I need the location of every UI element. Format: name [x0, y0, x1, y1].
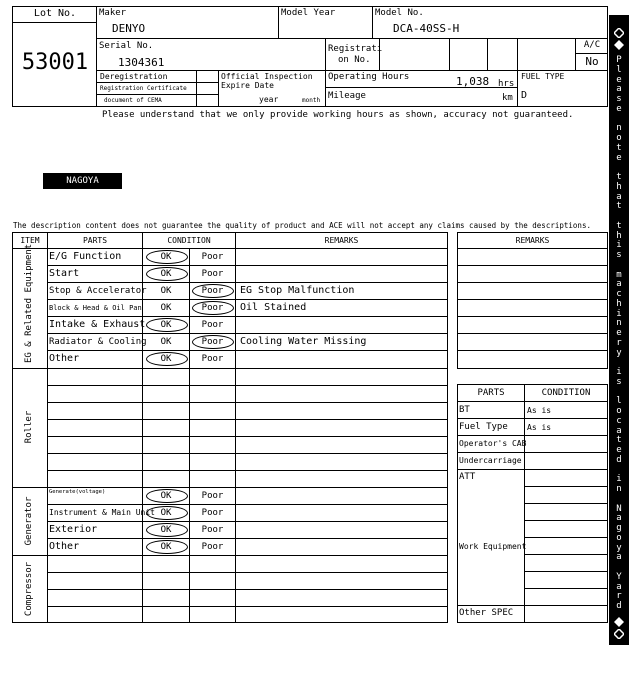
sidebar-char: a — [616, 84, 622, 95]
month-label: month — [302, 97, 321, 104]
sidebar-char: a — [616, 552, 622, 563]
remark-text: Cooling Water Missing — [240, 336, 367, 347]
sidebar-char: a — [616, 191, 622, 202]
condition-circle — [146, 489, 188, 503]
part-label: Stop & Accelerator — [49, 286, 147, 296]
remark-text: Oil Stained — [240, 302, 307, 313]
sidebar-char: t — [616, 201, 622, 212]
condition-ok: OK — [160, 252, 172, 262]
sidebar-char: a — [616, 581, 622, 592]
condition-poor: Poor — [201, 542, 224, 552]
sidebar-char: o — [616, 133, 622, 144]
sidebar-char: o — [616, 532, 622, 543]
condition-ok: OK — [160, 525, 172, 535]
registration-label-line1: Registrati — [328, 44, 383, 54]
fuel-type-value: D — [521, 90, 528, 101]
sidebar-char: m — [616, 269, 622, 280]
condition-circle — [146, 540, 188, 554]
condition-poor: Poor — [201, 491, 224, 501]
right-part-label: BT — [459, 405, 470, 415]
sidebar-char: s — [616, 250, 622, 261]
right-part-label: Undercarriage — [459, 456, 522, 465]
model-year-label: Model Year — [281, 8, 336, 18]
condition-circle — [192, 335, 234, 349]
right-part-label: Fuel Type — [459, 422, 508, 432]
maker-label: Maker — [99, 8, 127, 18]
condition-poor: Poor — [201, 337, 224, 347]
condition-ok: OK — [160, 508, 172, 518]
fuel-type-label: FUEL TYPE — [521, 72, 565, 81]
parts-header: PARTS — [82, 236, 108, 245]
sidebar-char: c — [616, 289, 622, 300]
part-label: Exterior — [49, 524, 98, 535]
remark-text: EG Stop Malfunction — [240, 285, 355, 296]
remarks-header: REMARKS — [324, 236, 359, 245]
section-label-eg: EG & Related Equipment — [24, 243, 34, 363]
cema-label: document of CEMA — [104, 97, 162, 104]
sidebar-char: h — [616, 181, 622, 192]
condition-poor: Poor — [201, 303, 224, 313]
deregistration-label: Deregistration — [100, 72, 168, 81]
part-label: E/G Function — [49, 251, 122, 262]
condition-poor: Poor — [201, 320, 224, 330]
sidebar-char: g — [616, 523, 622, 534]
model-no-value: DCA-40SS-H — [393, 22, 460, 35]
sidebar-char: n — [616, 484, 622, 495]
sidebar-char: t — [616, 142, 622, 153]
right-remarks-header: REMARKS — [515, 236, 550, 245]
sidebar-char: e — [616, 328, 622, 339]
sidebar-char: a — [616, 425, 622, 436]
location-tag: NAGOYA — [43, 173, 122, 189]
condition-ok: OK — [160, 320, 172, 330]
sidebar-char: l — [616, 64, 622, 75]
sidebar-char: h — [616, 230, 622, 241]
condition-poor: Poor — [201, 252, 224, 262]
lot-no-label: Lot No. — [33, 8, 77, 19]
lot-no-value: 53001 — [21, 50, 89, 75]
ac-value: No — [585, 55, 599, 68]
condition-poor: Poor — [201, 354, 224, 364]
inspection-label-line1: Official Inspection — [221, 72, 313, 81]
right-parts-header: PARTS — [477, 388, 505, 398]
condition-header: CONDITION — [167, 236, 211, 245]
maker-value: DENYO — [112, 22, 146, 35]
diamond-icon — [614, 629, 624, 639]
part-label: Block & Head & Oil Pan — [49, 304, 142, 312]
part-label: Other — [49, 353, 80, 364]
sidebar-char: t — [616, 435, 622, 446]
sidebar-char: r — [616, 591, 622, 602]
condition-circle — [192, 301, 234, 315]
registration-label-line2: on No. — [338, 55, 371, 65]
sidebar-char: P — [616, 55, 622, 65]
item-header: ITEM — [20, 236, 40, 245]
condition-circle — [146, 250, 188, 264]
sidebar-char: c — [616, 415, 622, 426]
condition-poor: Poor — [201, 269, 224, 279]
sidebar-char: o — [616, 406, 622, 417]
sidebar-char: t — [616, 172, 622, 183]
sidebar-char: y — [616, 542, 622, 553]
serial-no-value: 1304361 — [118, 56, 165, 69]
sidebar-char: a — [616, 279, 622, 290]
sidebar-char: s — [616, 376, 622, 387]
operating-hours-value: 1,038 — [456, 75, 490, 88]
location-notice-banner — [609, 15, 629, 645]
condition-circle — [146, 352, 188, 366]
section-label-generator: Generator — [24, 496, 34, 546]
sidebar-char: e — [616, 74, 622, 85]
condition-ok: OK — [160, 491, 172, 501]
sidebar-char: e — [616, 152, 622, 163]
right-part-label: Other SPEC — [459, 608, 514, 618]
year-label: year — [259, 95, 279, 104]
condition-circle — [192, 284, 234, 298]
sidebar-char: y — [616, 347, 622, 358]
sidebar-char: d — [616, 601, 622, 612]
right-condition-header: CONDITION — [541, 388, 591, 398]
section-label-compressor: Compressor — [24, 561, 34, 617]
condition-ok: OK — [160, 337, 172, 347]
sidebar-char: i — [616, 308, 622, 319]
km-unit: km — [502, 93, 513, 103]
sidebar-char: n — [616, 318, 622, 329]
part-label: Instrument & Main Unit — [49, 508, 155, 517]
inspection-label-line2: Expire Date — [221, 81, 274, 90]
part-label: Intake & Exhaust — [49, 319, 146, 330]
right-part-label: Work Equipment — [459, 542, 527, 551]
sidebar-char: r — [616, 337, 622, 348]
sidebar-char: d — [616, 454, 622, 465]
condition-ok: OK — [160, 542, 172, 552]
sidebar-char: a — [616, 513, 622, 524]
part-label: Start — [49, 268, 80, 279]
serial-no-label: Serial No. — [99, 41, 154, 51]
registration-certificate-label: Registration Certificate — [100, 85, 187, 92]
sidebar-char: n — [616, 123, 622, 134]
condition-poor: Poor — [201, 286, 224, 296]
sidebar-char: s — [616, 94, 622, 105]
sidebar-char: Y — [616, 571, 622, 582]
hrs-unit: hrs — [498, 79, 515, 89]
right-part-label: Operator's CAB — [459, 439, 527, 448]
sidebar-char: e — [616, 103, 622, 114]
notice-text: Please understand that we only provide working hours as shown, accuracy not guaranteed. — [102, 110, 574, 120]
ac-label: A/C — [583, 40, 601, 50]
condition-poor: Poor — [201, 525, 224, 535]
sidebar-char: i — [616, 367, 622, 378]
model-no-label: Model No. — [375, 8, 424, 18]
condition-circle — [146, 267, 188, 281]
condition-ok: OK — [160, 286, 172, 296]
sidebar-char: l — [616, 396, 622, 407]
sidebar-char: h — [616, 298, 622, 309]
condition-circle — [146, 318, 188, 332]
sidebar-char: i — [616, 474, 622, 485]
disclaimer-text: The description content does not guarantee the quality of product and ACE will not accept any claims caused by the descriptions. — [13, 221, 591, 230]
section-label-roller: Roller — [24, 410, 34, 444]
part-label: Other — [49, 541, 80, 552]
sidebar-char: e — [616, 445, 622, 456]
condition-circle — [146, 506, 188, 520]
condition-ok: OK — [160, 303, 172, 313]
condition-poor: Poor — [201, 508, 224, 518]
part-label: Generate(voltage) — [49, 489, 106, 495]
sidebar-char: i — [616, 240, 622, 251]
part-label: Radiator & Cooling — [49, 337, 147, 347]
operating-hours-label: Operating Hours — [328, 72, 410, 82]
condition-circle — [146, 523, 188, 537]
mileage-label: Mileage — [328, 91, 366, 101]
condition-ok: OK — [160, 354, 172, 364]
right-condition-value: As is — [527, 423, 552, 432]
condition-ok: OK — [160, 269, 172, 279]
sidebar-char: N — [616, 503, 622, 514]
diamond-icon — [614, 617, 624, 627]
right-part-label: ATT — [459, 472, 476, 482]
sidebar-char: t — [616, 220, 622, 231]
right-condition-value: As is — [527, 406, 552, 415]
